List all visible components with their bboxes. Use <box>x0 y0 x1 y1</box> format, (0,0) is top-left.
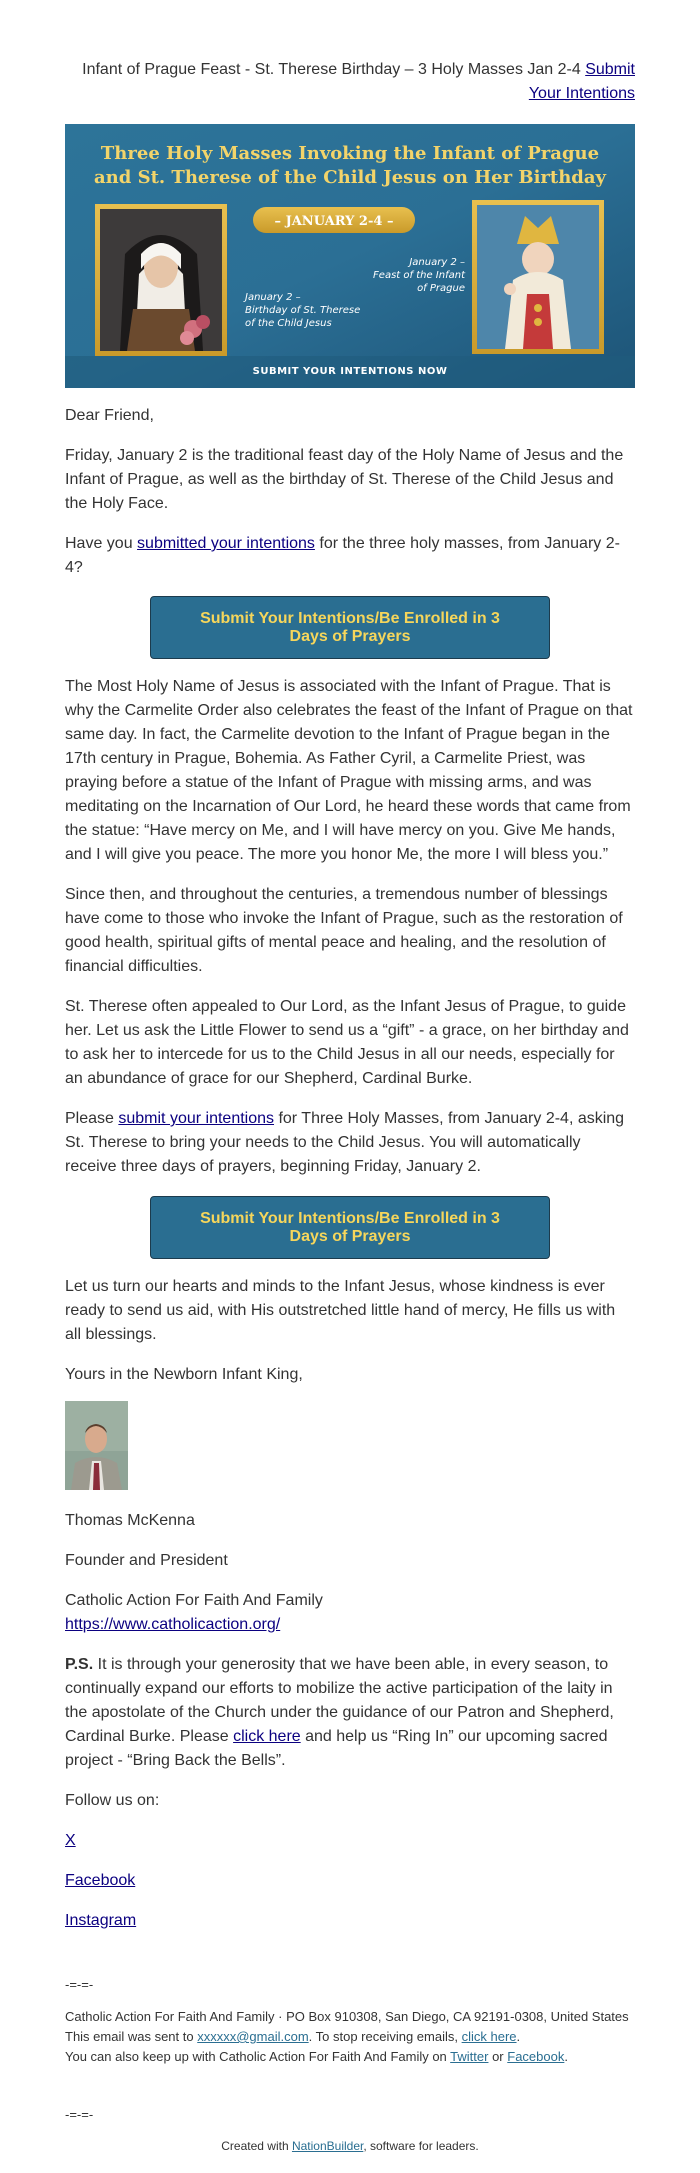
hero-banner-art <box>65 124 635 388</box>
left-caption-line3: of the Child Jesus <box>245 318 332 329</box>
preheader <box>65 58 635 106</box>
preheader-text: Infant of Prague Feast - St. Therese Birthday – 3 Holy Masses Jan 2-4 <box>82 61 586 78</box>
footer-sent-before: This email was sent to <box>65 2029 198 2044</box>
submit-intentions-button-bottom[interactable]: Submit Your Intentions/Be Enrolled in 3 Days of Prayers <box>150 1196 550 1259</box>
unsubscribe-link[interactable]: click here <box>461 2029 517 2044</box>
follow-label: Follow us on: <box>65 1792 160 1809</box>
intro-paragraph: Friday, January 2 is the traditional feast day of the Holy Name of Jesus and the Infant of Prague, as well as the birthday of St. Therese of the Child Jesus and the Holy Face. <box>65 447 624 512</box>
nationbuilder-credit <box>0 2138 700 2154</box>
st-therese-portrait <box>95 204 227 356</box>
banner-cta-text: SUBMIT YOUR INTENTIONS NOW <box>252 366 448 377</box>
submit-intentions-button-top[interactable]: Submit Your Intentions/Be Enrolled in 3 Days of Prayers <box>150 596 550 659</box>
holy-name-paragraph: The Most Holy Name of Jesus is associated with the Infant of Prague. That is why the Carmelite Order also celebrates the feast of the Infant of Prague on that same day. In fact, the Carmelite devotion to the Infant of Prague began in the 17th century in Prague, Bohemia. As Father Cyril, a Carmelite Priest, was praying before a statue of the Infant of Prague with missing arms, and was meditating on the Incarnation of Our Lord, he heard these words that came from the statue: “Have mercy on Me, and I will have mercy on you. Give Me hands, and I will give you peace. The more you honor Me, the more I will bless you.” <box>65 678 633 863</box>
footer-divider-bottom: -=-=- <box>65 2107 94 2122</box>
intentions-question-before: Have you <box>65 535 138 552</box>
ps-text-before: It is through your generosity that we have been able, in every season, to continually expand our efforts to mobilize the active participation of the laity in the apostolate of the Church under the guidance of our Patron and Shepherd, Cardinal Burke. Please <box>65 1656 614 1745</box>
ps-label: P.S. <box>65 1656 94 1673</box>
signer-photo-art <box>65 1401 128 1490</box>
date-badge-text: – JANUARY 2-4 – <box>274 214 394 229</box>
footer-keepup-after: . <box>564 2049 568 2064</box>
ps-click-here-link[interactable]: click here <box>233 1728 301 1745</box>
credit-before: Created with <box>221 2139 292 2153</box>
footer-keepup-before: You can also keep up with Catholic Action For Faith And Family on <box>65 2049 451 2064</box>
hero-banner[interactable] <box>65 124 635 388</box>
footer-divider-top: -=-=- <box>65 1977 94 1992</box>
footer-sent-after: . <box>516 2029 521 2044</box>
st-therese-paragraph: St. Therese often appealed to Our Lord, as the Infant Jesus of Prague, to guide her. Let us ask the Little Flower to send us a “gift” - a grace, on her birthday and to ask her to intercede for us to the Child Jesus in all our needs, especially for an abundance of grace for our Shepherd, Cardinal Burke. <box>65 998 629 1087</box>
nationbuilder-link[interactable]: NationBuilder <box>291 2139 364 2153</box>
signer-role: Founder and President <box>65 1552 228 1569</box>
signer-name: Thomas McKenna <box>65 1512 195 1529</box>
credit-after: , software for leaders. <box>363 2139 479 2153</box>
footer-facebook-link[interactable]: Facebook <box>507 2049 565 2064</box>
left-caption-line2: Birthday of St. Therese <box>245 305 361 316</box>
org-website-link[interactable]: https://www.catholicaction.org/ <box>65 1616 281 1633</box>
submitted-intentions-link[interactable]: submitted your intentions <box>137 535 315 552</box>
instagram-social-link[interactable]: Instagram <box>65 1912 137 1929</box>
signer-org: Catholic Action For Faith And Family <box>65 1592 323 1609</box>
footer-sent-middle: . To stop receiving emails, <box>308 2029 462 2044</box>
footer-twitter-link[interactable]: Twitter <box>450 2049 489 2064</box>
submit-intentions-link[interactable]: Submit Your Intentions <box>528 61 635 102</box>
submit-intentions-inline-link[interactable]: submit your intentions <box>118 1110 275 1127</box>
right-caption-line1: January 2 – <box>409 257 465 268</box>
signer-photo <box>65 1401 128 1490</box>
ps-text-after: and help us “Ring In” our upcoming sacred project - “Bring Back the Bells”. <box>65 1728 608 1769</box>
please-submit-before: Please <box>65 1110 119 1127</box>
footer-keepup-line <box>65 2047 635 2067</box>
banner-title-line2: and St. Therese of the Child Jesus on Her Birthday <box>93 167 607 188</box>
intentions-question <box>65 532 635 580</box>
closing-salutation: Yours in the Newborn Infant King, <box>65 1366 303 1383</box>
greeting: Dear Friend, <box>65 407 154 424</box>
banner-title-line1: Three Holy Masses Invoking the Infant of Prague <box>100 143 600 164</box>
blessings-paragraph: Since then, and throughout the centuries, a tremendous number of blessings have come to those who invoke the Infant of Prague, such as the restoration of good health, spiritual gifts of mental peace and healing, and the resolution of financial difficulties. <box>65 886 623 975</box>
closing-paragraph: Let us turn our hearts and minds to the Infant Jesus, whose kindness is ever ready to send us aid, with His outstretched little hand of mercy, He fills us with all blessings. <box>65 1278 616 1343</box>
footer-keepup-or: or <box>488 2049 508 2064</box>
facebook-social-link[interactable]: Facebook <box>65 1872 136 1889</box>
right-caption-line3: of Prague <box>417 283 465 294</box>
please-submit-paragraph <box>65 1107 635 1179</box>
intentions-question-after: for the three holy masses, from January 2-4? <box>65 535 620 576</box>
footer <box>65 2007 635 2067</box>
ps-paragraph <box>65 1653 635 1773</box>
x-social-link[interactable]: X <box>65 1832 76 1849</box>
please-submit-after: for Three Holy Masses, from January 2-4, asking St. Therese to bring your needs to the Child Jesus. You will automatically receive three days of prayers, beginning Friday, January 2. <box>65 1110 625 1175</box>
infant-of-prague-portrait <box>472 200 604 354</box>
recipient-email-link[interactable]: xxxxxx@gmail.com <box>197 2029 309 2044</box>
right-caption-line2: Feast of the Infant <box>373 270 465 281</box>
left-caption-line1: January 2 – <box>245 292 301 303</box>
footer-address: Catholic Action For Faith And Family · PO Box 910308, San Diego, CA 92191-0308, United States <box>65 2009 629 2024</box>
footer-sent-line <box>65 2027 635 2047</box>
